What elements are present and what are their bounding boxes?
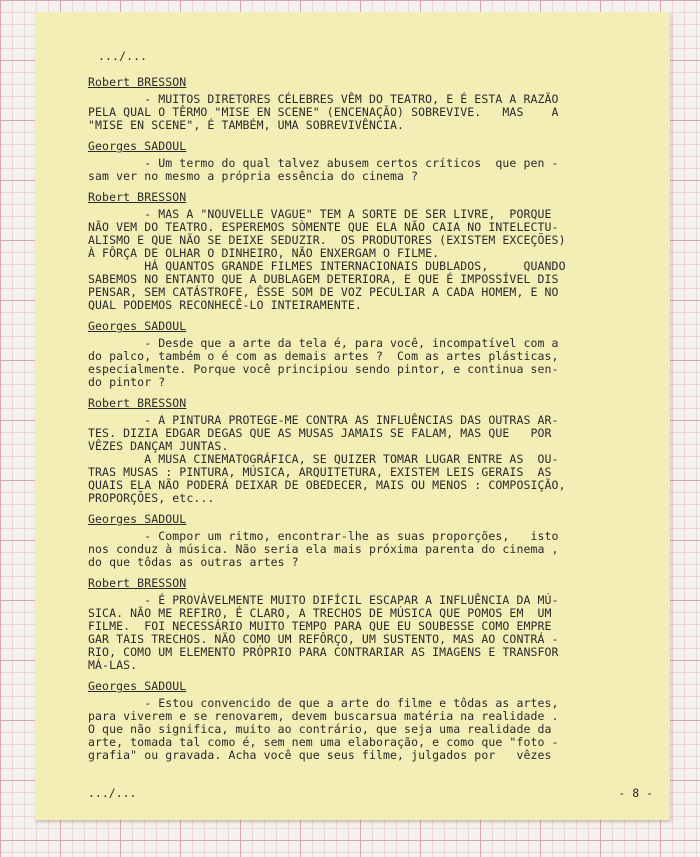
speaker-name: Robert BRESSON <box>88 576 187 590</box>
dialogue-paragraph: - A PINTURA PROTEGE-ME CONTRA AS INFLUÊNCIAS DAS OUTRAS AR- TES. DIZIA EDGAR DEGAS QUE AS MUSAS JAMAIS SE FALAM, MAS QUE POR VÊZES DANÇAM JUNTAS. <box>88 413 559 453</box>
dialogue-paragraph: - MAS A "NOUVELLE VAGUE" TEM A SORTE DE SER LIVRE, PORQUE NÃO VEM DO TEATRO. ESPEREMOS SÒMENTE QUE ELA NÃO CAIA NO INTELECTU- ALISMO E QUE NÃO SE DEIXE SEDUZIR. OS PRODUTORES (EXISTEM EXCEÇÕES) À FÔRÇA DE OLHAR O DINHEIRO, NÃO ENXERGAM O FILME. <box>88 207 566 260</box>
speaker-name: Georges SADOUL <box>88 139 187 153</box>
typed-page <box>35 12 670 820</box>
dialogue-entry <box>88 577 653 672</box>
dialogue-paragraph: A MUSA CINEMATOGRÁFICA, SE QUIZER TOMAR LUGAR ENTRE AS OU- TRAS MUSAS : PINTURA, MÚSICA, ARQUITETURA, EXISTEM LEIS GERAIS AS QUAIS ELA NÃO PODERÁ DEIXAR DE OBEDECER, MAIS OU MENOS : COMPOSIÇÃO, PROPORÇÕES, etc... <box>88 452 566 505</box>
dialogue-entry <box>88 76 653 132</box>
page-number: - 8 - <box>618 786 653 800</box>
dialogue-paragraph: - MUITOS DIRETORES CÉLEBRES VÊM DO TEATRO, E É ESTA A RAZÃO PELA QUAL O TÊRMO "MISE EN SCENE" (ENCENAÇÃO) SOBREVIVE. MAS A "MISE EN SCENE", É TAMBÉM, UMA SOBREVIVÊNCIA. <box>88 92 559 132</box>
speaker-name: Robert BRESSON <box>88 396 187 410</box>
dialogue-paragraph: - É PROVÀVELMENTE MUITO DIFÍCIL ESCAPAR A INFLUÊNCIA DA MÚ- SICA. NÃO ME REFIRO, É CLARO, A TRECHOS DE MÚSICA QUE POMOS EM UM FILME. FOI NECESSÁRIO MUITO TEMPO PARA QUE EU SOUBESSE COMO EMPRE GAR TAIS TRECHOS. NÃO COMO UM REFÔRÇO, UM SUSTENTO, MAS AO CONTRÁ - RIO, COMO UM ELEMENTO PRÓPRIO PARA CONTRARIAR AS IMAGENS E TRANSFOR MÁ-LAS. <box>88 593 559 672</box>
speaker-name: Robert BRESSON <box>88 75 187 89</box>
dialogue-paragraph: - Compor um ritmo, encontrar-lhe as suas proporções, isto nos conduz à música. Não seria ela mais próxima parenta do cinema , do que tôdas as outras artes ? <box>88 529 559 569</box>
dialogue-entry <box>88 680 653 762</box>
header-continuation-marker: .../... <box>98 49 148 63</box>
dialogue-paragraph: - Um termo do qual talvez abusem certos críticos que pen - sam ver no mesmo a própria essência do cinema ? <box>88 156 559 183</box>
dialogue-entry <box>88 397 653 505</box>
dialogue-entry <box>88 513 653 569</box>
dialogue-entries <box>88 76 653 762</box>
speaker-name: Georges SADOUL <box>88 679 187 693</box>
speaker-name: Georges SADOUL <box>88 512 187 526</box>
dialogue-paragraph: - Estou convencido de que a arte do filme e tôdas as artes, para viverem e se renovarem, devem buscarsua matéria na realidade . O que não significa, muito ao contrário, que seja uma realidade da arte, tomada tal como é, sem nem uma elaboração, e como que "foto - grafia" ou gravada. Acha você que seus filme, julgados por vêzes <box>88 696 559 762</box>
dialogue-entry <box>88 140 653 183</box>
dialogue-entry <box>88 191 653 312</box>
document-body <box>88 50 653 770</box>
footer-continuation-marker: .../... <box>88 786 137 800</box>
speaker-name: Georges SADOUL <box>88 319 187 333</box>
dialogue-paragraph: - Desde que a arte da tela é, para você, incompatível com a do palco, também o é com as demais artes ? Com as artes plásticas, especialmente. Porque você principiou sendo pintor, e continua sen- do pintor ? <box>88 336 559 389</box>
dialogue-paragraph: HÁ QUANTOS GRANDE FILMES INTERNACIONAIS DUBLADOS, QUANDO SABEMOS NO ENTANTO QUE A DUBLAGEM DETERIORA, E QUE É IMPOSSÍVEL DIS PENSAR, SEM CATÁSTROFE, ÊSSE SOM DE VOZ PECULIAR A CADA HOMEM, E NO QUAL PODEMOS RECONHECÊ-LO INTEIRAMENTE. <box>88 259 566 312</box>
speaker-name: Robert BRESSON <box>88 190 187 204</box>
dialogue-entry <box>88 320 653 389</box>
